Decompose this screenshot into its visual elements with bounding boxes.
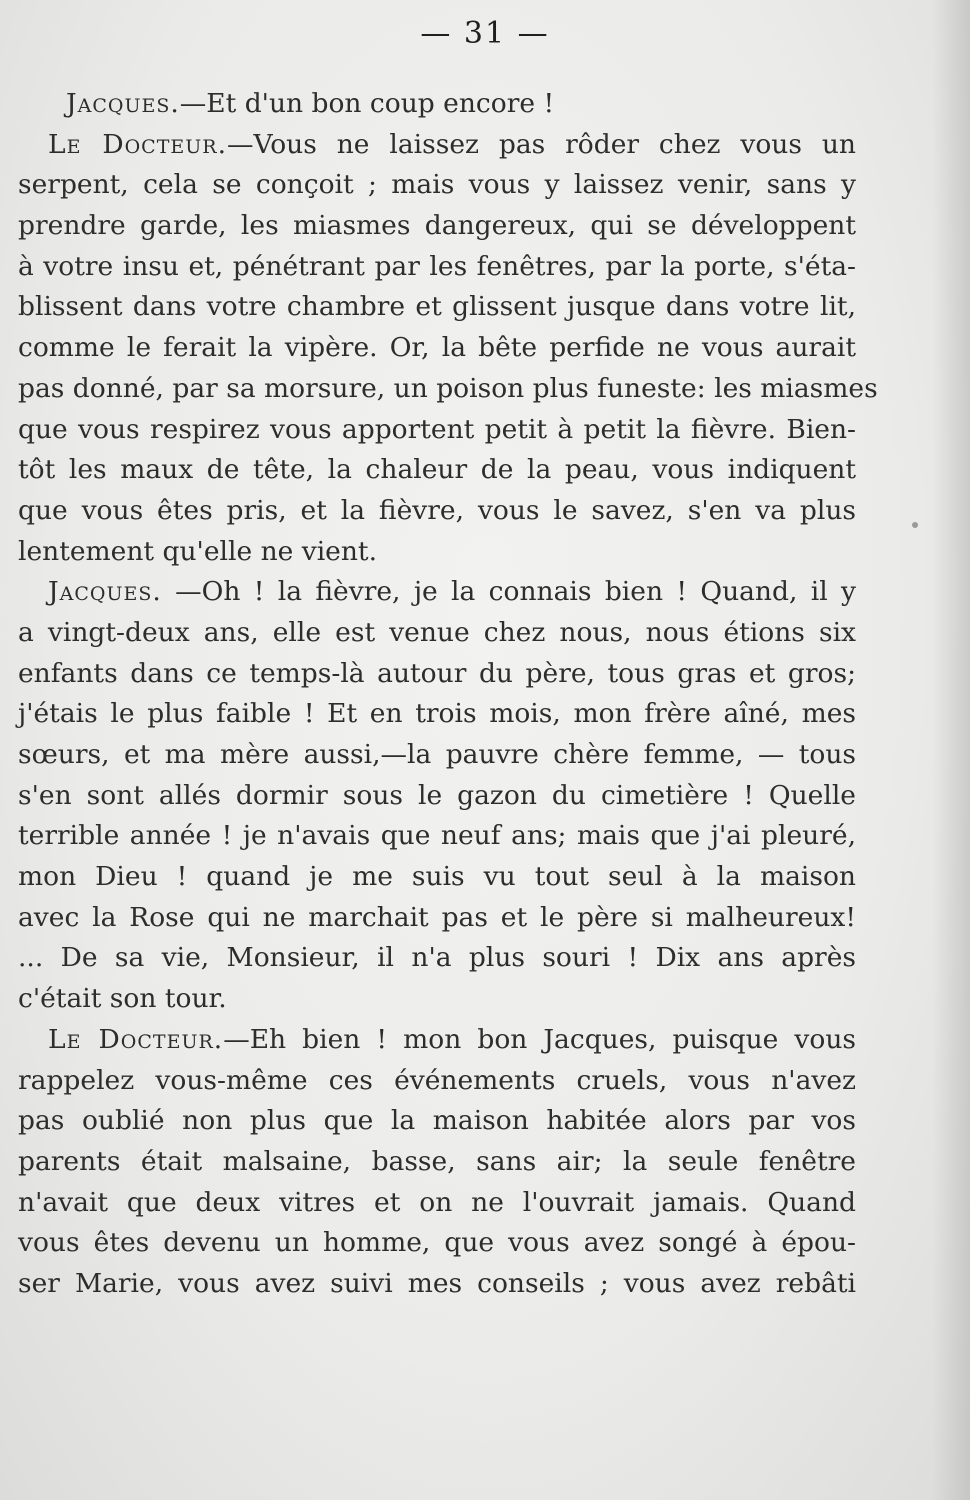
paper-speck bbox=[912, 522, 918, 528]
text-line bbox=[18, 125, 856, 166]
text-line bbox=[18, 938, 856, 979]
text-segment: pas oublié non plus que la maison habitée alors par vos bbox=[18, 1105, 856, 1137]
text-line bbox=[18, 572, 856, 613]
text-line bbox=[18, 84, 856, 125]
text-segment: lentement qu'elle ne vient. bbox=[18, 535, 378, 567]
speaker-name: Le Docteur. bbox=[48, 128, 228, 160]
text-segment: blissent dans votre chambre et glissent jusque dans votre lit, bbox=[18, 291, 856, 323]
text-line bbox=[18, 328, 856, 369]
text-line bbox=[18, 1264, 856, 1305]
text-segment: a vingt-deux ans, elle est venue chez nous, nous étions six bbox=[18, 616, 856, 648]
page-number: — 31 — bbox=[420, 16, 550, 51]
text-line bbox=[18, 654, 856, 695]
text-segment: que vous respirez vous apportent petit à petit la fièvre. Bien- bbox=[18, 413, 856, 445]
text-line bbox=[18, 898, 856, 939]
text-segment: —Eh bien ! mon bon Jacques, puisque vous bbox=[223, 1023, 856, 1055]
text-line bbox=[18, 369, 878, 410]
body-text bbox=[18, 84, 878, 1305]
text-segment: n'avait que deux vitres et on ne l'ouvrait jamais. Quand bbox=[18, 1186, 856, 1218]
text-segment: rappelez vous-même ces événements cruels, vous n'avez bbox=[18, 1064, 856, 1096]
text-line bbox=[18, 1101, 856, 1142]
page-edge-shadow bbox=[932, 0, 970, 1500]
text-segment: vous êtes devenu un homme, que vous avez songé à épou- bbox=[18, 1227, 856, 1259]
text-segment: —Vous ne laissez pas rôder chez vous un bbox=[227, 128, 856, 160]
text-line bbox=[18, 735, 856, 776]
text-segment: —Et d'un bon coup encore ! bbox=[179, 88, 555, 119]
text-segment: serpent, cela se conçoit ; mais vous y laissez venir, sans y bbox=[18, 169, 856, 201]
text-segment: parents était malsaine, basse, sans air; la seule fenêtre bbox=[18, 1145, 856, 1177]
text-line bbox=[18, 979, 856, 1020]
text-line bbox=[18, 694, 856, 735]
text-segment: tôt les maux de tête, la chaleur de la peau, vous indiquent bbox=[18, 454, 856, 486]
text-line bbox=[18, 816, 856, 857]
text-line bbox=[18, 776, 856, 817]
text-line bbox=[18, 165, 856, 206]
text-segment: ... De sa vie, Monsieur, il n'a plus souri ! Dix ans après bbox=[18, 942, 856, 974]
text-segment: —Oh ! la fièvre, je la connais bien ! Quand, il y bbox=[161, 576, 856, 608]
text-line bbox=[18, 613, 856, 654]
text-line bbox=[18, 1183, 856, 1224]
text-line bbox=[18, 1142, 856, 1183]
text-line bbox=[18, 1020, 856, 1061]
text-segment: s'en sont allés dormir sous le gazon du cimetière ! Quelle bbox=[18, 779, 856, 811]
text-line bbox=[18, 450, 856, 491]
text-segment: terrible année ! je n'avais que neuf ans; mais que j'ai pleuré, bbox=[18, 820, 856, 852]
text-segment: enfants dans ce temps-là autour du père, tous gras et gros; bbox=[18, 657, 856, 689]
speaker-name: Jacques. bbox=[48, 576, 162, 608]
speaker-name: Le Docteur. bbox=[48, 1023, 224, 1055]
text-line bbox=[18, 491, 856, 532]
text-line bbox=[18, 410, 856, 451]
text-segment: sœurs, et ma mère aussi,—la pauvre chère femme, — tous bbox=[18, 739, 856, 770]
text-line bbox=[18, 532, 856, 573]
text-line bbox=[18, 1061, 856, 1102]
text-segment: avec la Rose qui ne marchait pas et le père si malheureux! bbox=[18, 901, 856, 933]
text-line bbox=[18, 287, 856, 328]
text-line bbox=[18, 247, 856, 288]
text-segment: que vous êtes pris, et la fièvre, vous le savez, s'en va plus bbox=[18, 494, 856, 526]
text-line bbox=[18, 857, 856, 898]
text-segment: prendre garde, les miasmes dangereux, qui se développent bbox=[18, 210, 856, 242]
text-segment: mon Dieu ! quand je me suis vu tout seul à la maison bbox=[18, 861, 856, 893]
text-segment: ser Marie, vous avez suivi mes conseils ; vous avez rebâti bbox=[18, 1267, 856, 1299]
text-segment: c'était son tour. bbox=[18, 983, 227, 1015]
text-segment: j'étais le plus faible ! Et en trois mois, mon frère aîné, mes bbox=[18, 698, 856, 730]
text-segment: comme le ferait la vipère. Or, la bête perfide ne vous aurait bbox=[18, 332, 856, 364]
text-segment: pas donné, par sa morsure, un poison plus funeste: les miasmes bbox=[18, 372, 878, 404]
speaker-name: Jacques. bbox=[66, 88, 180, 119]
text-line bbox=[18, 206, 856, 247]
text-line bbox=[18, 1223, 856, 1264]
text-segment: à votre insu et, pénétrant par les fenêtres, par la porte, s'éta- bbox=[18, 250, 856, 282]
